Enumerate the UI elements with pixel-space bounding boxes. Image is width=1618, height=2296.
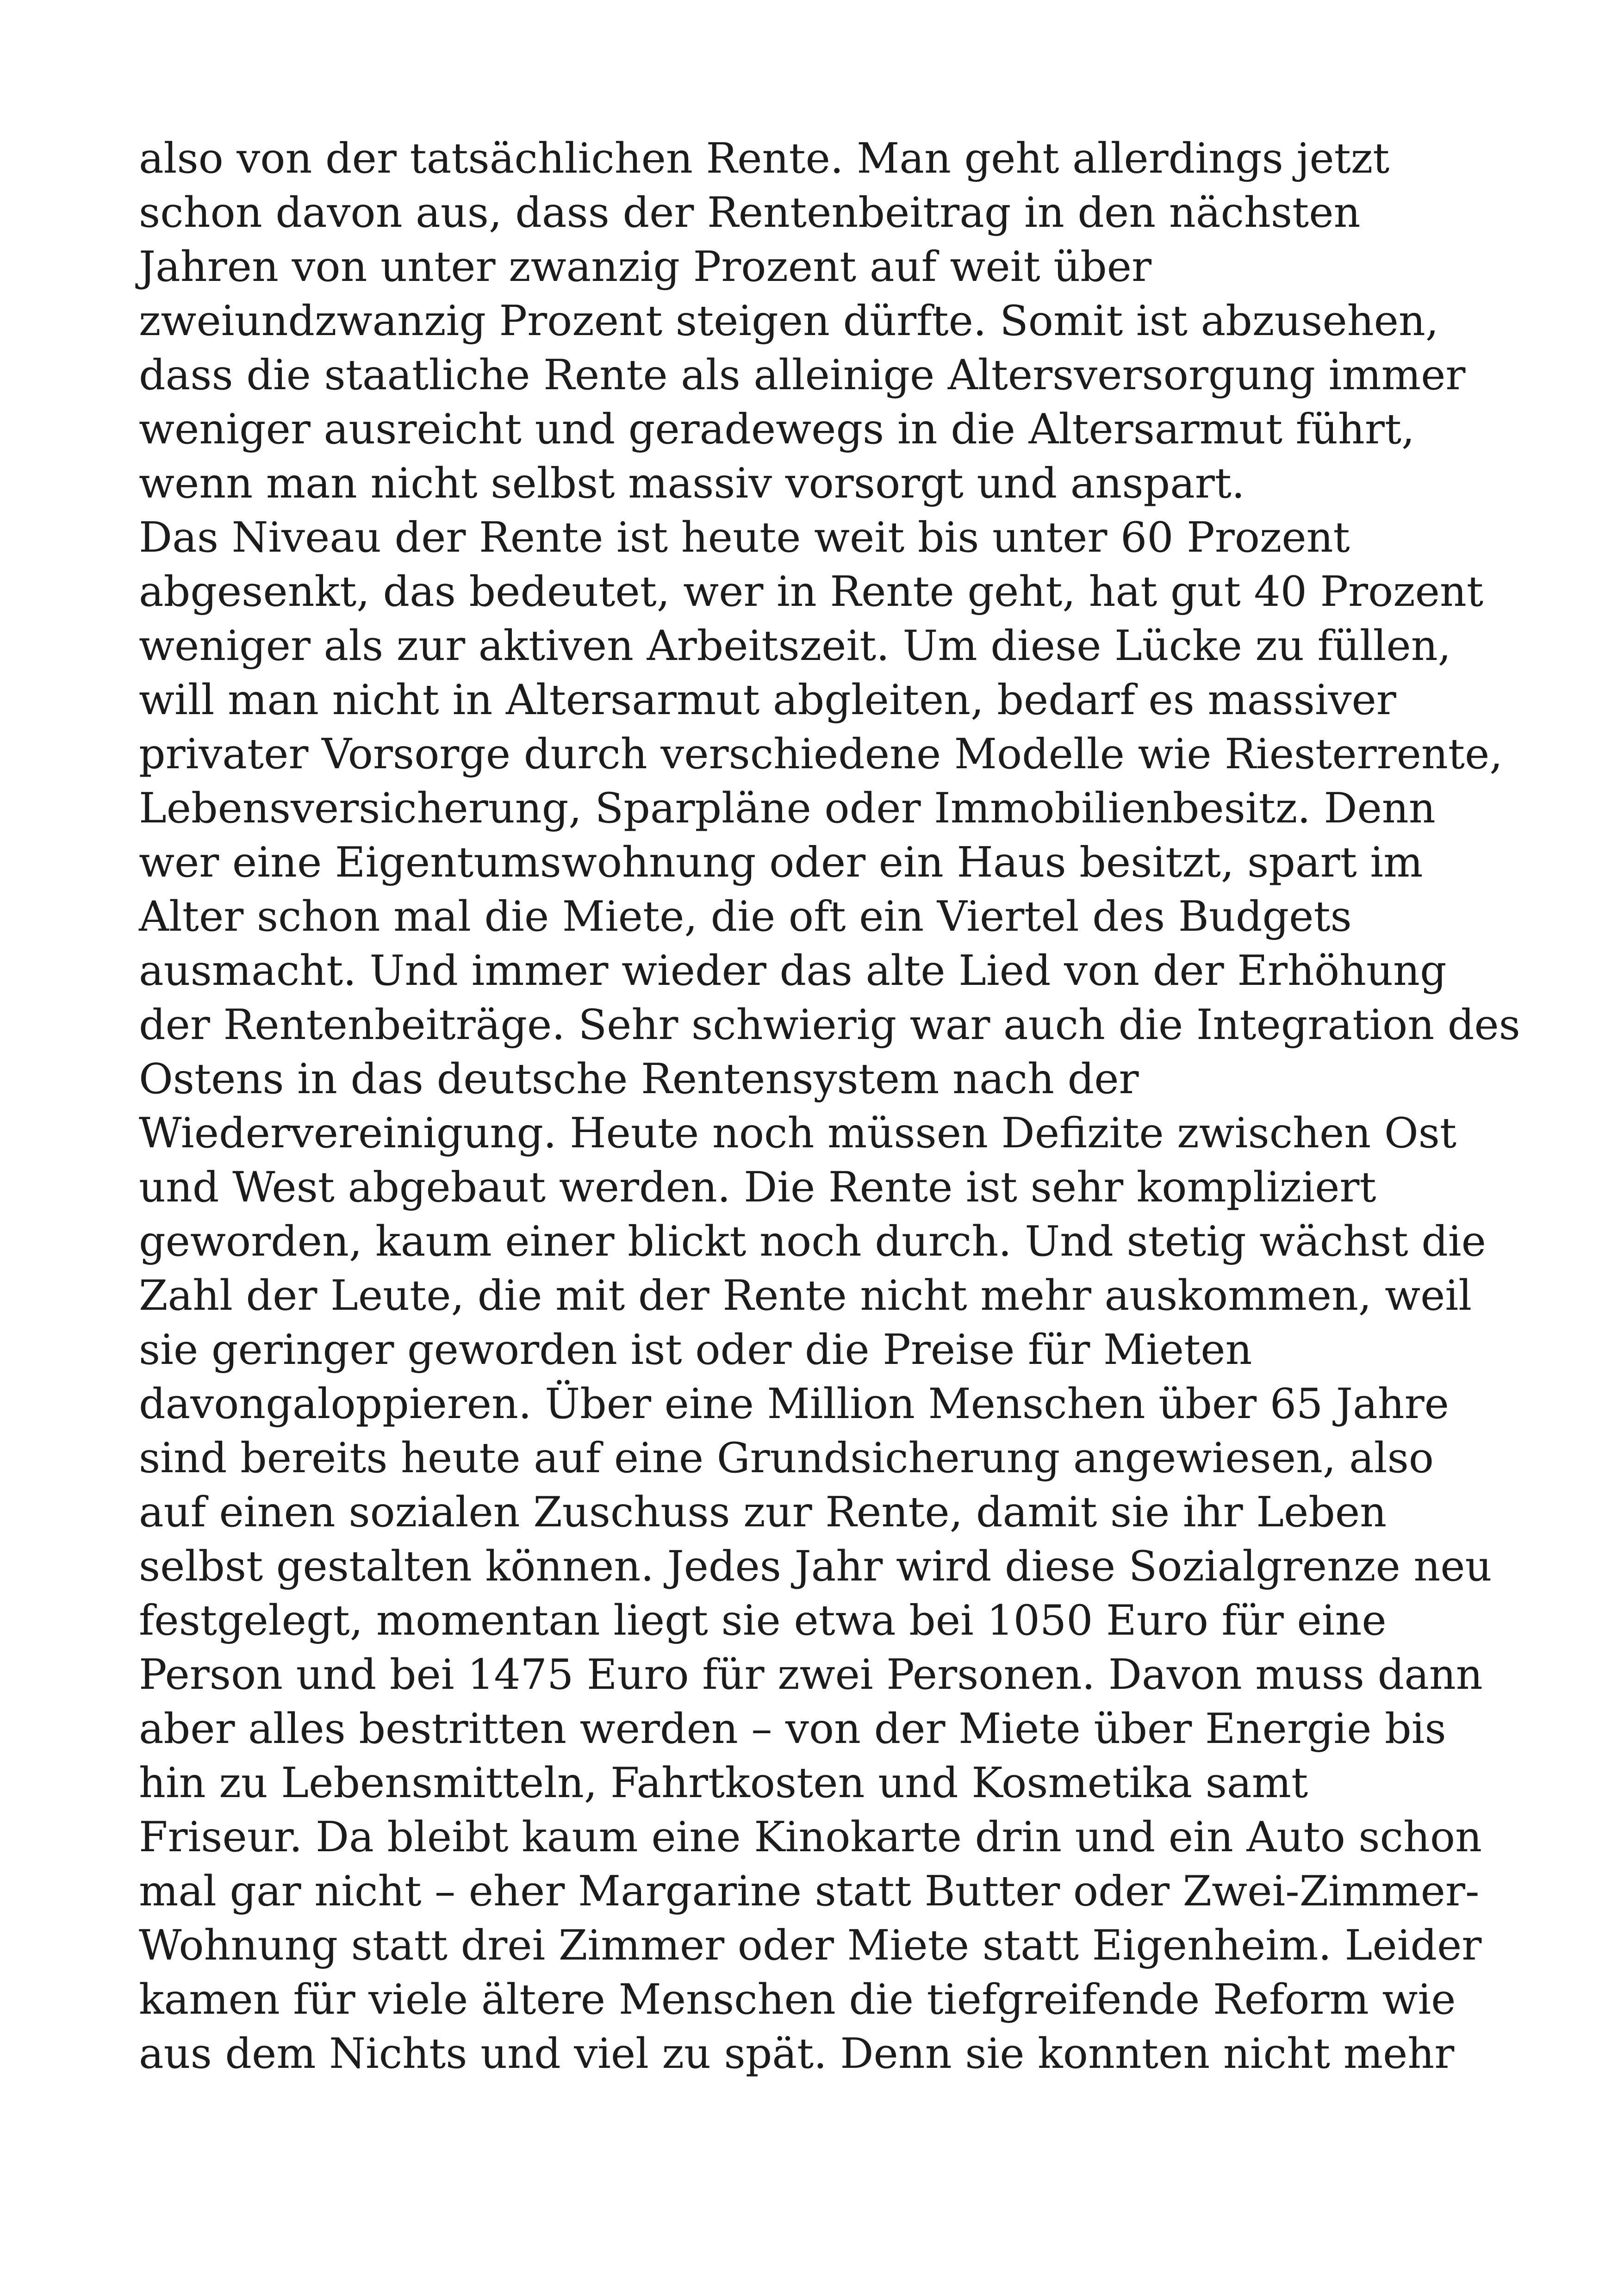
text-line: Person und bei 1475 Euro für zwei Personen. Davon muss dann <box>139 1650 1483 1699</box>
text-line: abgesenkt, das bedeutet, wer in Rente geht, hat gut 40 Prozent <box>139 567 1484 616</box>
text-line: Alter schon mal die Miete, die oft ein Viertel des Budgets <box>139 892 1352 941</box>
text-line: festgelegt, momentan liegt sie etwa bei 1050 Euro für eine <box>139 1596 1387 1645</box>
text-line: privater Vorsorge durch verschiedene Modelle wie Riesterrente, <box>139 730 1503 778</box>
text-line: hin zu Lebensmitteln, Fahrtkosten und Kosmetika samt <box>139 1759 1308 1807</box>
text-line: Ostens in das deutsche Rentensystem nach der <box>139 1055 1139 1103</box>
text-line: davongaloppieren. Über eine Million Menschen über 65 Jahre <box>139 1380 1449 1428</box>
text-line: ausmacht. Und immer wieder das alte Lied von der Erhöhung <box>139 946 1447 995</box>
text-line: kamen für viele ältere Menschen die tiefgreifende Reform wie <box>139 1975 1456 2024</box>
body-text <box>139 131 1527 2081</box>
text-line: geworden, kaum einer blickt noch durch. Und stetig wächst die <box>139 1217 1486 1266</box>
text-line: dass die staatliche Rente als alleinige Altersversorgung immer <box>139 351 1466 399</box>
text-line: weniger ausreicht und geradewegs in die Altersarmut führt, <box>139 405 1415 454</box>
text-line: selbst gestalten können. Jedes Jahr wird diese Sozialgrenze neu <box>139 1542 1492 1591</box>
text-line: sie geringer geworden ist oder die Preise für Mieten <box>139 1325 1252 1374</box>
text-line: Friseur. Da bleibt kaum eine Kinokarte drin und ein Auto schon <box>139 1813 1482 1861</box>
text-line: schon davon aus, dass der Rentenbeitrag in den nächsten <box>139 188 1361 237</box>
text-line: Wohnung statt drei Zimmer oder Miete statt Eigenheim. Leider <box>139 1921 1482 1970</box>
text-line: aber alles bestritten werden – von der Miete über Energie bis <box>139 1705 1446 1753</box>
text-line: will man nicht in Altersarmut abgleiten, bedarf es massiver <box>139 676 1396 724</box>
text-line: wenn man nicht selbst massiv vorsorgt und anspart. <box>139 459 1245 508</box>
text-line: wer eine Eigentumswohnung oder ein Haus besitzt, spart im <box>139 838 1423 887</box>
text-line: auf einen sozialen Zuschuss zur Rente, damit sie ihr Leben <box>139 1488 1387 1537</box>
text-line: mal gar nicht – eher Margarine statt Butter oder Zwei-Zimmer- <box>139 1867 1480 1916</box>
text-line: Das Niveau der Rente ist heute weit bis unter 60 Prozent <box>139 513 1350 562</box>
text-line: Jahren von unter zwanzig Prozent auf weit über <box>139 243 1152 291</box>
text-line: weniger als zur aktiven Arbeitszeit. Um diese Lücke zu füllen, <box>139 622 1451 670</box>
text-line: der Rentenbeiträge. Sehr schwierig war auch die Integration des <box>139 1001 1520 1049</box>
text-line: Zahl der Leute, die mit der Rente nicht mehr auskommen, weil <box>139 1271 1472 1320</box>
text-line: Wiedervereinigung. Heute noch müssen Defizite zwischen Ost <box>139 1109 1456 1157</box>
text-line: Lebensversicherung, Sparpläne oder Immobilienbesitz. Denn <box>139 784 1436 833</box>
text-line: zweiundzwanzig Prozent steigen dürfte. Somit ist abzusehen, <box>139 297 1439 345</box>
text-line: aus dem Nichts und viel zu spät. Denn sie konnten nicht mehr <box>139 2029 1455 2078</box>
text-line: also von der tatsächlichen Rente. Man geht allerdings jetzt <box>139 134 1390 183</box>
text-line: und West abgebaut werden. Die Rente ist sehr kompliziert <box>139 1163 1376 1212</box>
text-line: sind bereits heute auf eine Grundsicherung angewiesen, also <box>139 1434 1434 1482</box>
